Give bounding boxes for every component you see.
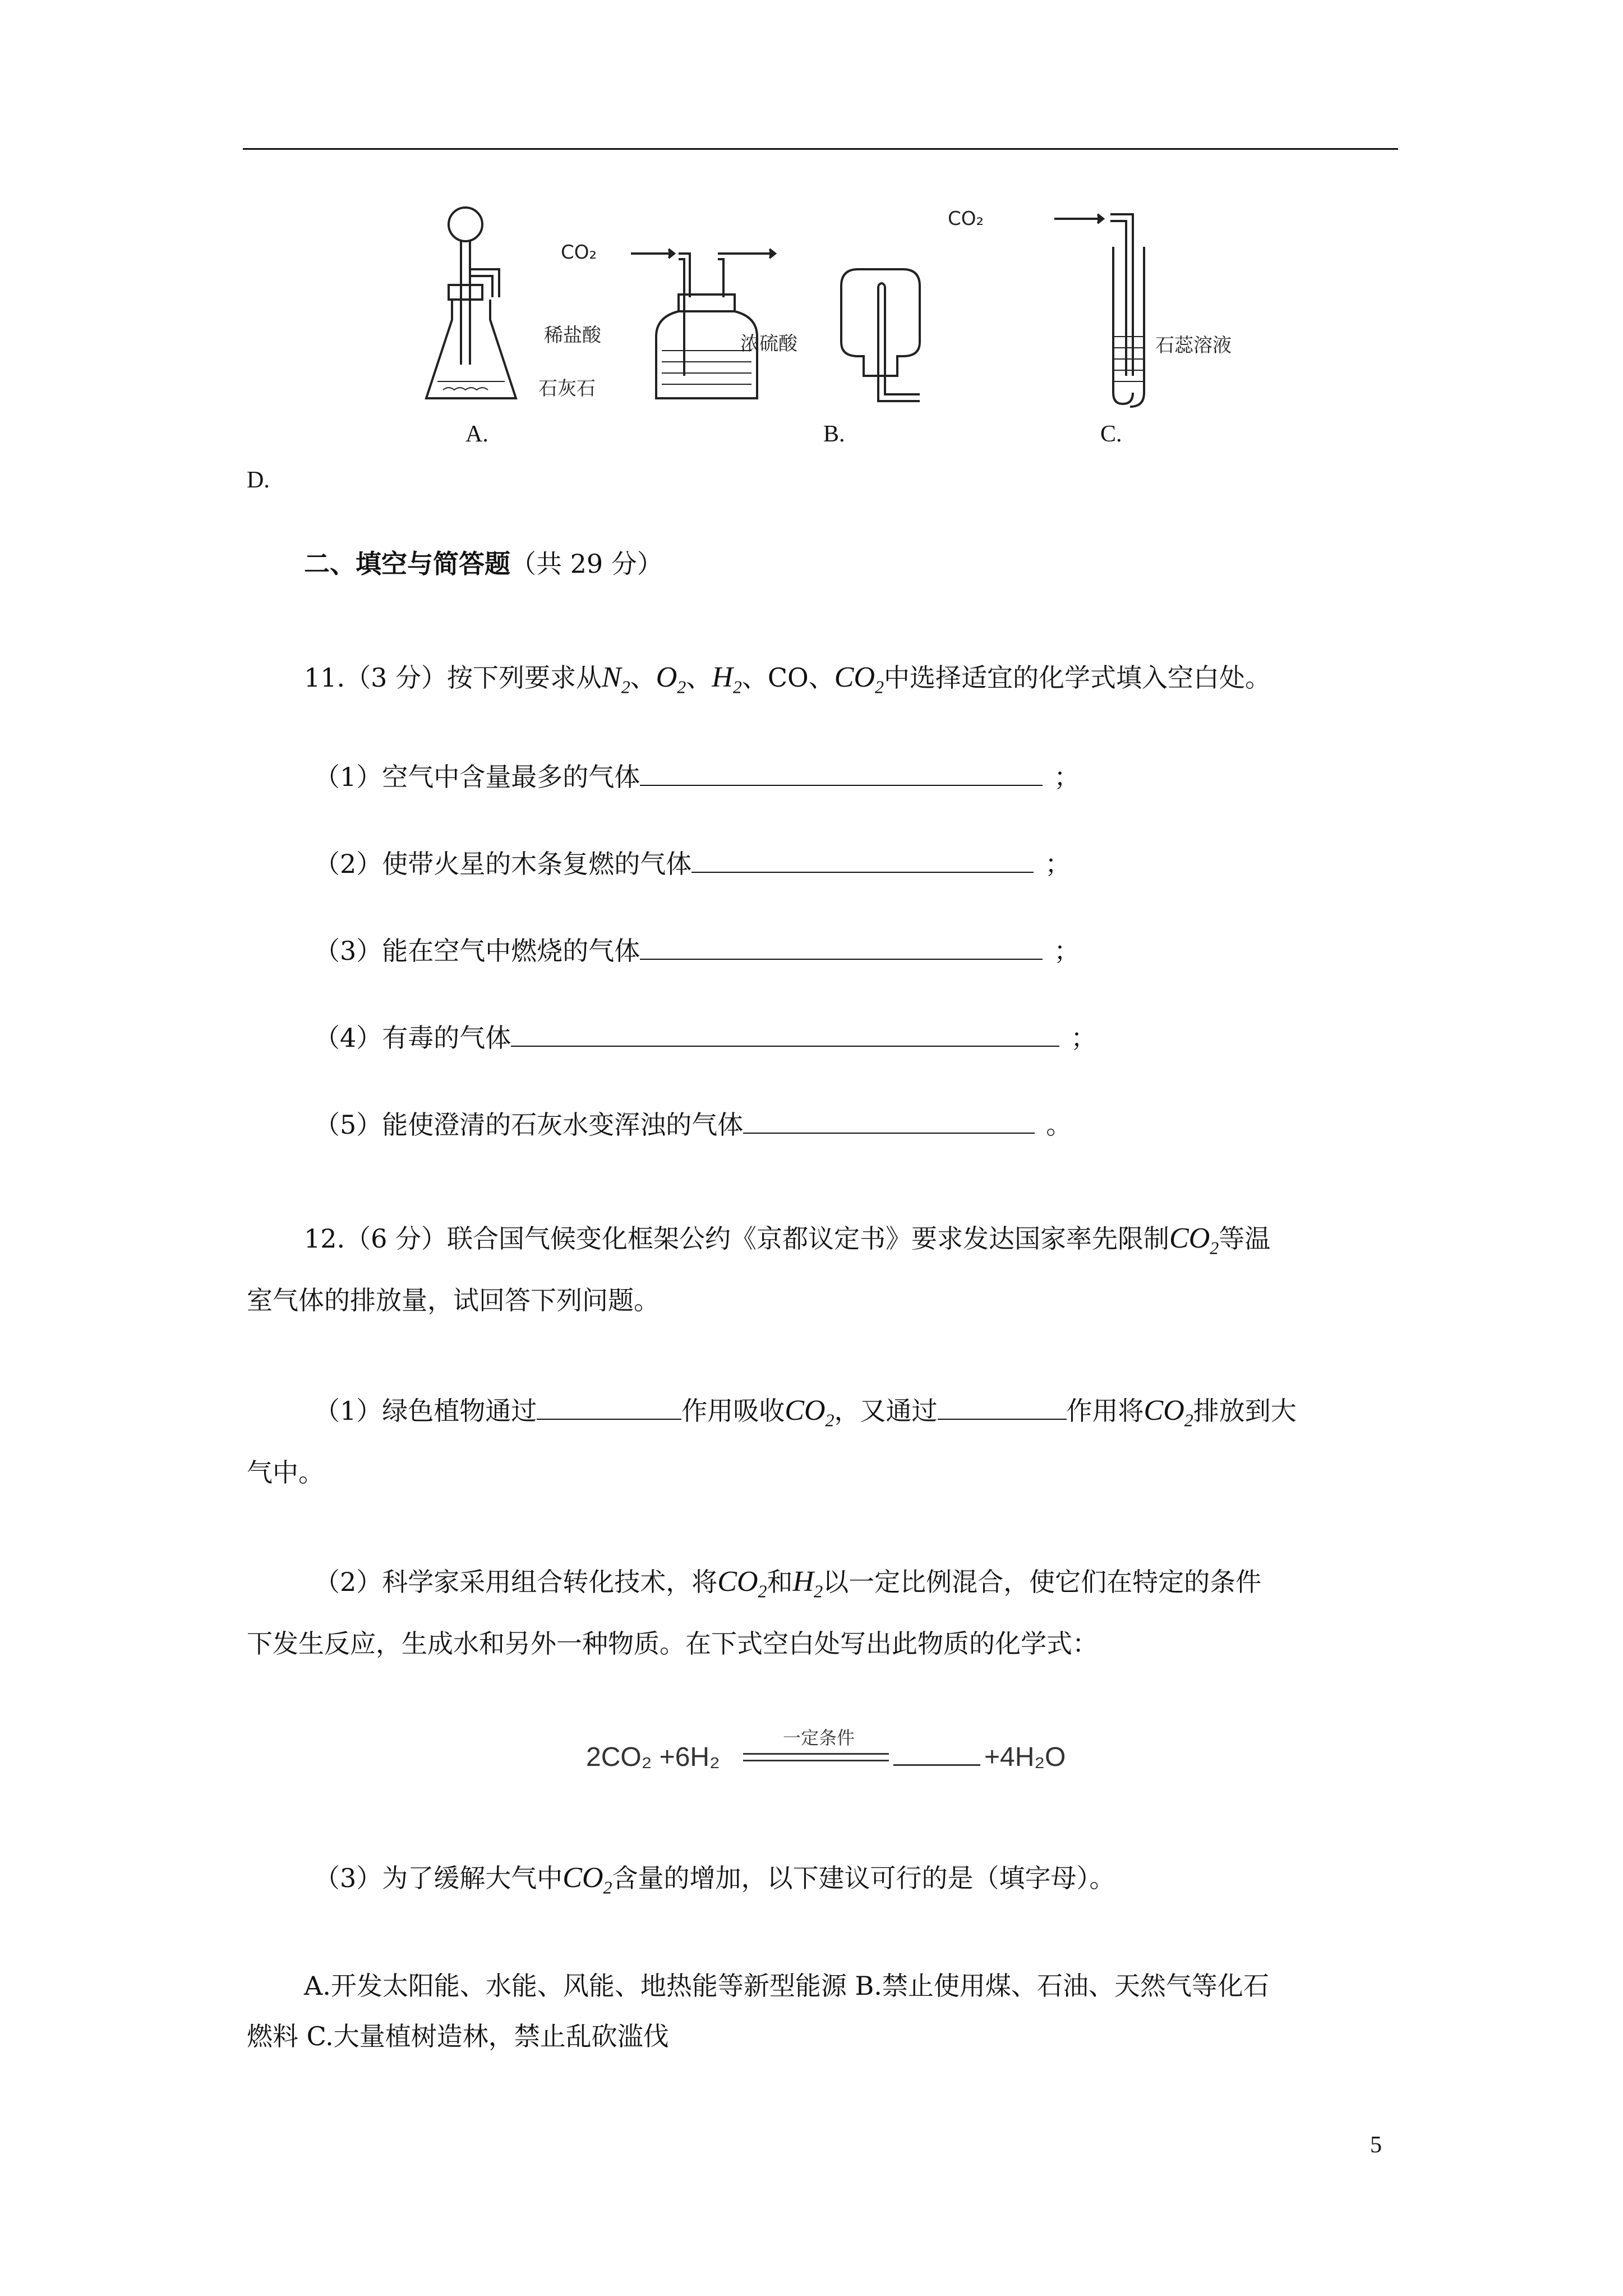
q12-p2b: 和 (767, 1567, 793, 1597)
answer-blank-2[interactable] (691, 847, 1034, 873)
equation-answer-blank[interactable] (893, 1764, 980, 1766)
section-title: 二、填空与简答题 (304, 549, 510, 579)
label-co2-d: CO₂ (948, 208, 984, 230)
q12-p1d: 作用将 (1066, 1396, 1144, 1426)
equation-line-top (743, 1753, 889, 1755)
option-d-label: D. (247, 467, 270, 493)
q11-item-4 (314, 1021, 1096, 1055)
q12-p1b: 作用吸收 (681, 1396, 785, 1426)
q11-stem (304, 661, 1271, 703)
q11-item-1 (314, 760, 1080, 794)
answer-blank-3[interactable] (640, 934, 1043, 960)
q11-sep-1: 、 (630, 662, 656, 693)
q12-part2-cont: 下发生反应，生成水和另外一种物质。在下式空白处写出此物质的化学式： (247, 1628, 1098, 1659)
answer-blank-4[interactable] (511, 1021, 1059, 1047)
q11-item-4-end: ； (1071, 1023, 1097, 1053)
formula-h2-p2: $H_2$ (792, 1566, 823, 1602)
q11-sep-2: 、 (686, 662, 712, 693)
formula-co2-p3: $CO_2$ (562, 1862, 612, 1898)
q11-item-2-end: ； (1045, 849, 1071, 879)
q11-item-2-text: （2）使带火星的木条复燃的气体 (314, 849, 692, 879)
formula-o2: $O_2$ (656, 661, 686, 697)
q12-options-line1: A.开发太阳能、水能、风能、地热能等新型能源 B.禁止使用煤、石油、天然气等化石 (304, 1971, 1269, 2001)
q11-item-1-end: ； (1054, 762, 1080, 792)
apparatus-d-testtube (1054, 214, 1144, 407)
label-dilute-hcl: 稀盐酸 (544, 324, 601, 347)
label-limestone: 石灰石 (538, 378, 596, 400)
q12-p3a: （3）为了缓解大气中 (314, 1863, 563, 1893)
q12-line1b: 等温 (1219, 1223, 1271, 1254)
q11-prefix: 11.（3 分）按下列要求从 (304, 662, 602, 693)
q11-item-3-text: （3）能在空气中燃烧的气体 (314, 936, 640, 966)
q11-item-3-end: ； (1054, 936, 1080, 966)
formula-co2-p1a: $CO_2$ (785, 1395, 834, 1430)
formula-h2: $H_2$ (712, 661, 742, 697)
q12-p2a: （2）科学家采用组合转化技术，将 (314, 1567, 718, 1597)
q12-p1e: 排放到大 (1193, 1396, 1297, 1426)
option-b-label: B. (823, 421, 845, 447)
q11-item-5-end: 。 (1046, 1110, 1072, 1140)
q11-item-1-text: （1）空气中含量最多的气体 (314, 762, 640, 792)
q12-stem-line2: 室气体的排放量，试回答下列问题。 (247, 1285, 660, 1315)
equation-left: 2CO₂ +6H₂ (586, 1742, 720, 1772)
q12-part1-cont: 气中。 (247, 1457, 324, 1488)
answer-blank-photosynthesis[interactable] (537, 1394, 681, 1420)
answer-blank-1[interactable] (640, 760, 1043, 786)
formula-co2-p1b: $CO_2$ (1144, 1395, 1193, 1430)
q11-item-2 (314, 847, 1071, 881)
q11-item-5-text: （5）能使澄清的石灰水变浑浊的气体 (314, 1110, 744, 1140)
option-c-label: C. (1100, 421, 1122, 447)
label-conc-h2so4: 浓硫酸 (740, 333, 797, 355)
q11-suffix: 中选择适宜的化学式填入空白处。 (884, 662, 1271, 693)
formula-co2: $CO_2$ (834, 661, 884, 697)
q12-p3b: 含量的增加，以下建议可行的是（填字母）。 (612, 1863, 1115, 1893)
q12-p1c: ，又通过 (834, 1396, 938, 1426)
section-points: （共 29 分） (510, 549, 663, 579)
apparatus-a-flask (426, 208, 516, 398)
page-number: 5 (1370, 2132, 1382, 2158)
q12-part2 (314, 1565, 1261, 1608)
label-co2-b: CO₂ (561, 241, 597, 264)
q11-item-4-text: （4）有毒的气体 (314, 1023, 511, 1053)
q12-part1 (314, 1394, 1297, 1437)
formula-n2: $N_2$ (602, 661, 630, 697)
q12-p2c: 以一定比例混合，使它们在特定的条件 (823, 1567, 1262, 1597)
q11-item-5 (314, 1108, 1072, 1142)
equation-right: +4H₂O (984, 1742, 1066, 1772)
formula-co2-p2: $CO_2$ (717, 1566, 767, 1602)
q12-stem-line1 (304, 1222, 1270, 1264)
label-litmus: 石蕊溶液 (1155, 334, 1232, 357)
section-heading (304, 547, 663, 581)
header-rule (243, 148, 1398, 150)
equation-line-bottom (743, 1760, 889, 1761)
apparatus-c-bottle (841, 269, 920, 401)
equation-condition: 一定条件 (782, 1727, 855, 1749)
option-a-label: A. (465, 421, 488, 447)
q11-item-3 (314, 934, 1080, 968)
formula-co2-q12: $CO_2$ (1169, 1222, 1219, 1258)
q12-line1a: 12.（6 分）联合国气候变化框架公约《京都议定书》要求发达国家率先限制 (304, 1223, 1170, 1254)
q12-part3 (314, 1861, 1115, 1904)
apparatus-b-bottle (631, 249, 775, 398)
q11-co: 、CO、 (741, 662, 834, 693)
q12-p1a: （1）绿色植物通过 (314, 1396, 537, 1426)
q12-options-line2: 燃料 C.大量植树造林，禁止乱砍滥伐 (247, 2021, 669, 2051)
answer-blank-respiration[interactable] (938, 1394, 1067, 1420)
answer-blank-5[interactable] (743, 1108, 1035, 1134)
